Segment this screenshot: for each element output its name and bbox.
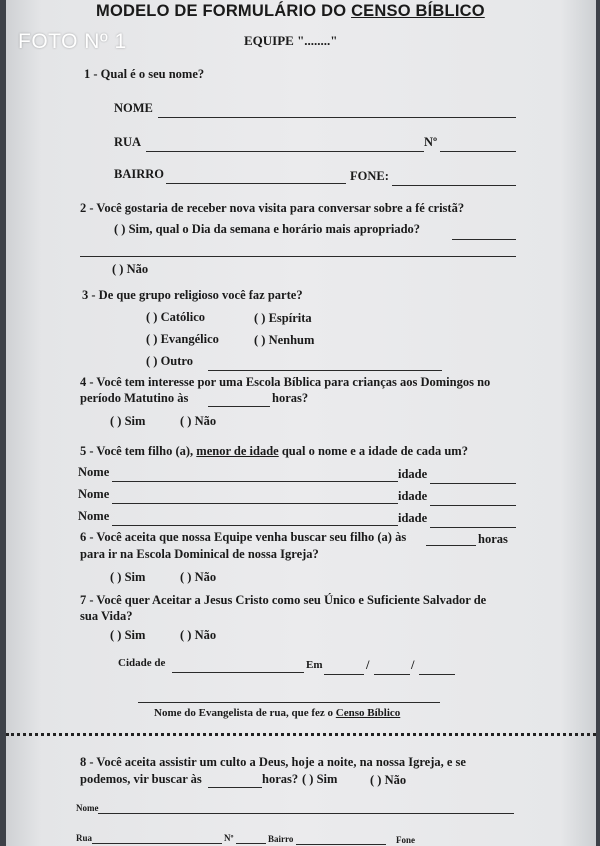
child-3-name-label: Nome — [78, 509, 110, 523]
q8-option-no[interactable]: ( ) Não — [370, 773, 407, 787]
form-title — [96, 2, 485, 21]
question-6-line1b: horas — [478, 532, 508, 546]
date-label: Em — [306, 659, 323, 671]
date-slash-2: / — [411, 658, 415, 672]
signature-caption-b: Censo Bíblico — [335, 707, 401, 719]
question-4-line2b: horas? — [272, 391, 309, 405]
child-1-name-field[interactable] — [112, 481, 398, 482]
question-8-line2a: podemos, vir buscar às — [80, 772, 202, 786]
question-4-line2a: período Matutino às — [80, 391, 189, 405]
street-label: RUA — [114, 135, 142, 149]
question-6-line1a: 6 - Você aceita que nossa Equipe venha buscar seu filho (a) às — [80, 530, 407, 544]
question-7-line1: 7 - Você quer Aceitar a Jesus Cristo como seu Único e Suficiente Salvador de — [80, 593, 487, 607]
photo-label: FOTO Nº 1 — [18, 30, 127, 53]
signature-line[interactable] — [138, 702, 440, 703]
question-3: 3 - De que grupo religioso você faz parte? — [82, 288, 303, 302]
child-3-name-field[interactable] — [112, 525, 398, 526]
child-3-age-label: idade — [398, 511, 428, 525]
date-month-field[interactable] — [374, 674, 410, 675]
city-field[interactable] — [172, 672, 304, 673]
number-field[interactable] — [440, 151, 516, 152]
q8-district-label: Bairro — [268, 834, 294, 844]
city-label: Cidade de — [118, 657, 166, 669]
question-2: 2 - Você gostaria de receber nova visita para conversar sobre a fé cristã? — [80, 201, 465, 215]
date-day-field[interactable] — [324, 674, 364, 675]
q8-option-yes[interactable]: ( ) Sim — [302, 772, 338, 786]
q6-option-yes[interactable]: ( ) Sim — [110, 570, 146, 584]
phone-label: FONE: — [350, 169, 389, 183]
q2-extra-line[interactable] — [80, 256, 516, 257]
q2-option-yes[interactable]: ( ) Sim, qual o Dia da semana e horário mais apropriado? — [114, 222, 421, 236]
q7-option-yes[interactable]: ( ) Sim — [110, 628, 146, 642]
q3-option-spiritist[interactable]: ( ) Espírita — [254, 311, 312, 325]
q8-district-field[interactable] — [296, 844, 386, 845]
q8-street-label: Rua — [76, 833, 93, 843]
q4-time-field[interactable] — [208, 406, 270, 407]
q3-option-catholic[interactable]: ( ) Católico — [146, 310, 206, 324]
q8-number-label: Nº — [224, 833, 234, 843]
q8-name-label: Nome — [76, 803, 99, 813]
form-title-main: MODELO DE FORMULÁRIO DO — [96, 2, 347, 20]
date-slash-1: / — [366, 658, 370, 672]
form-title-census: CENSO BÍBLICO — [351, 2, 485, 20]
q5-text-minor: menor de idade — [196, 444, 279, 458]
q8-number-field[interactable] — [236, 843, 266, 844]
name-field[interactable] — [158, 117, 516, 118]
phone-field[interactable] — [392, 185, 516, 186]
q4-option-no[interactable]: ( ) Não — [180, 414, 217, 428]
child-2-name-label: Nome — [78, 487, 110, 501]
q7-option-no[interactable]: ( ) Não — [180, 628, 217, 642]
census-form-page — [6, 0, 596, 846]
district-label: BAIRRO — [114, 167, 165, 181]
question-8-line2b: horas? — [262, 772, 299, 786]
q3-option-other[interactable]: ( ) Outro — [146, 354, 193, 368]
q5-text-c: qual o nome e a idade de cada um? — [281, 444, 468, 458]
cut-line — [6, 733, 596, 736]
child-1-age-field[interactable] — [430, 483, 516, 484]
q8-name-field[interactable] — [98, 813, 514, 814]
child-1-name-label: Nome — [78, 465, 110, 479]
signature-caption — [154, 707, 400, 719]
question-7-line2: sua Vida? — [80, 609, 133, 623]
signature-caption-a: Nome do Evangelista de rua, que fez o — [154, 707, 334, 719]
child-3-age-field[interactable] — [430, 527, 516, 528]
q3-option-none[interactable]: ( ) Nenhum — [254, 333, 315, 347]
street-field[interactable] — [146, 151, 424, 152]
child-2-age-label: idade — [398, 489, 428, 503]
question-8-line1: 8 - Você aceita assistir um culto a Deus, hoje a noite, na nossa Igreja, e se — [80, 755, 466, 769]
q2-option-no[interactable]: ( ) Não — [112, 262, 149, 276]
team-label: EQUIPE "........" — [244, 33, 338, 48]
q3-option-evangelical[interactable]: ( ) Evangélico — [146, 332, 219, 346]
question-4-line1: 4 - Você tem interesse por uma Escola Bíblica para crianças aos Domingos no — [80, 375, 491, 389]
q6-option-no[interactable]: ( ) Não — [180, 570, 217, 584]
district-field[interactable] — [166, 183, 346, 184]
child-2-name-field[interactable] — [112, 503, 398, 504]
q3-other-field[interactable] — [208, 370, 442, 371]
q2-time-field[interactable] — [452, 239, 516, 240]
date-year-field[interactable] — [419, 674, 455, 675]
question-6-line2: para ir na Escola Dominical de nossa Igreja? — [80, 547, 319, 561]
q5-text-a: 5 - Você tem filho (a), — [80, 444, 194, 458]
question-1: 1 - Qual é o seu nome? — [84, 67, 205, 81]
question-5 — [80, 444, 468, 459]
q8-phone-label: Fone — [396, 835, 415, 845]
q6-time-field[interactable] — [426, 545, 476, 546]
q8-street-field[interactable] — [92, 843, 222, 844]
child-1-age-label: idade — [398, 467, 428, 481]
q4-option-yes[interactable]: ( ) Sim — [110, 414, 146, 428]
q8-time-field[interactable] — [208, 787, 262, 788]
child-2-age-field[interactable] — [430, 505, 516, 506]
number-label: Nº — [424, 135, 438, 149]
name-label: NOME — [114, 101, 153, 115]
